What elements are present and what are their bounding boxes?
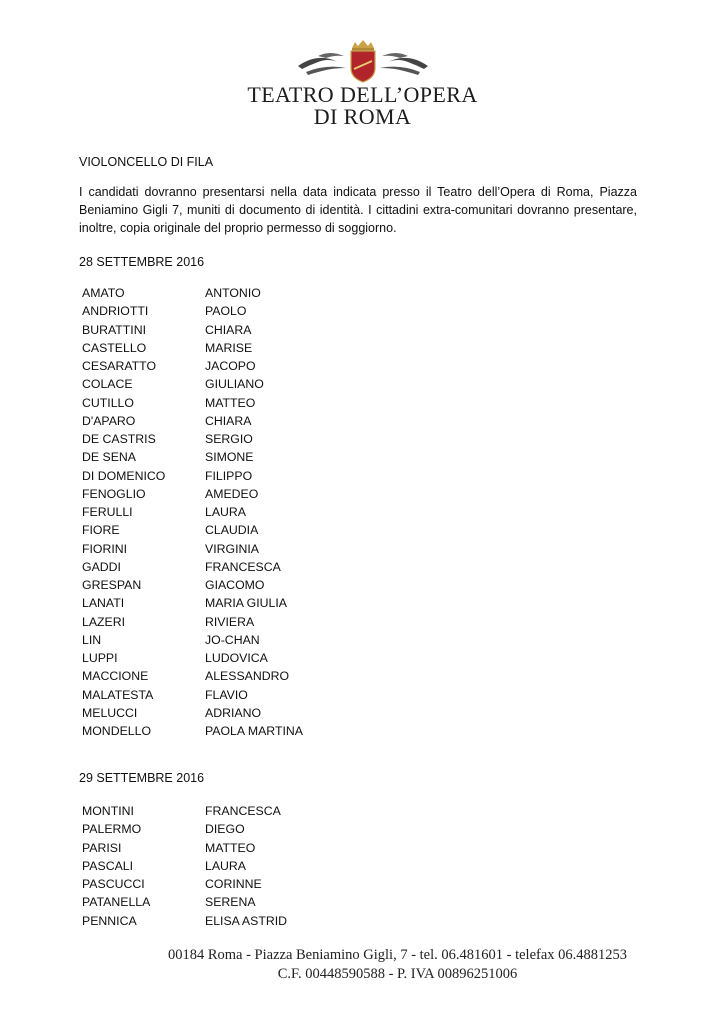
candidate-first-name: LAURA (205, 505, 247, 519)
candidate-row (82, 540, 303, 558)
candidate-first-name: CLAUDIA (205, 523, 259, 538)
candidate-first-name: DIEGO (205, 822, 245, 837)
candidate-first-name: LUDOVICA (205, 651, 268, 665)
candidate-row (82, 875, 287, 893)
candidate-row (82, 357, 303, 375)
candidate-first-name: LAURA (205, 858, 247, 873)
theatre-logo (0, 38, 725, 128)
candidate-first-name: JACOPO (205, 359, 256, 373)
footer-line-address: 00184 Roma - Piazza Beniamino Gigli, 7 - tel. 06.481601 - telefax 06.4881253 (167, 947, 628, 963)
candidate-surname: MONDELLO (82, 724, 152, 738)
candidate-first-name: FRANCESCA (205, 559, 281, 574)
candidate-surname: GADDI (82, 559, 121, 574)
candidate-surname: PARISI (82, 840, 122, 855)
candidate-first-name: JO-CHAN (205, 632, 260, 647)
candidate-row (82, 284, 303, 302)
candidate-surname: FENOGLIO (82, 486, 146, 501)
candidate-surname: CASTELLO (82, 340, 147, 355)
footer-address (0, 946, 725, 984)
candidate-surname: LIN (82, 632, 102, 647)
candidate-first-name: CHIARA (205, 413, 252, 428)
candidate-surname: AMATO (82, 286, 125, 300)
candidate-row (82, 430, 303, 448)
candidate-surname: MELUCCI (82, 705, 138, 720)
candidate-first-name: MARIA GIULIA (205, 596, 288, 611)
candidate-first-name: MATTEO (205, 395, 256, 410)
candidate-row (82, 594, 303, 612)
candidate-row (82, 339, 303, 357)
candidate-first-name: SERENA (205, 895, 256, 910)
candidate-surname: GRESPAN (82, 578, 142, 592)
candidate-list-2 (82, 802, 287, 930)
candidate-surname: MALATESTA (82, 687, 154, 702)
candidate-row (82, 302, 303, 320)
candidate-row (82, 649, 303, 667)
candidate-surname: MONTINI (82, 804, 134, 818)
candidate-surname: ANDRIOTTI (82, 304, 149, 319)
candidate-surname: FIORE (82, 523, 120, 538)
candidate-row (82, 722, 303, 740)
candidate-first-name: GIACOMO (205, 578, 265, 592)
candidate-first-name: SIMONE (205, 450, 254, 465)
candidate-surname: FIORINI (82, 541, 128, 556)
candidate-surname: FERULLI (82, 505, 133, 519)
candidate-first-name: FLAVIO (205, 687, 248, 702)
candidate-first-name: FILIPPO (205, 468, 253, 483)
candidate-first-name: PAOLA MARTINA (205, 724, 303, 738)
candidate-first-name: RIVIERA (205, 614, 255, 629)
candidate-row (82, 820, 287, 838)
candidate-first-name: ANTONIO (205, 286, 261, 300)
candidate-row (82, 839, 287, 857)
candidate-first-name: AMEDEO (205, 486, 259, 501)
candidate-row (82, 667, 303, 685)
candidate-surname: LANATI (82, 596, 125, 611)
candidate-row (82, 802, 287, 820)
candidate-first-name: ELISA ASTRID (205, 913, 288, 928)
intro-paragraph: I candidati dovranno presentarsi nella data indicata presso il Teatro dell’Opera di Roma, Piazza Beniamino Gigli 7, muniti di documento di identità. I cittadini extra-comunitari dovranno presentare, inoltre, copia originale del proprio permesso di soggiorno. (79, 185, 637, 235)
candidate-row (82, 912, 287, 930)
candidate-surname: BURATTINI (82, 322, 146, 337)
candidate-surname: CESARATTO (82, 359, 157, 373)
candidate-row (82, 521, 303, 539)
candidate-surname: D'APARO (82, 413, 136, 428)
candidate-row (82, 485, 303, 503)
candidate-row (82, 412, 303, 430)
candidate-surname: MACCIONE (82, 669, 149, 684)
candidate-row (82, 321, 303, 339)
candidate-first-name: FRANCESCA (205, 804, 281, 818)
candidate-row (82, 576, 303, 594)
candidate-row (82, 857, 287, 875)
candidate-surname: PATANELLA (82, 895, 151, 910)
candidate-row (82, 558, 303, 576)
candidate-surname: DE CASTRIS (82, 432, 156, 446)
candidate-first-name: ALESSANDRO (205, 669, 290, 684)
candidate-first-name: MARISE (205, 340, 253, 355)
candidate-first-name: CHIARA (205, 322, 252, 337)
candidate-row (82, 613, 303, 631)
candidate-surname: LUPPI (82, 651, 118, 665)
candidate-row (82, 893, 287, 911)
candidate-row (82, 631, 303, 649)
candidate-surname: PALERMO (82, 822, 142, 837)
candidate-first-name: ADRIANO (205, 705, 262, 720)
candidate-surname: DE SENA (82, 450, 136, 465)
candidate-first-name: CORINNE (205, 877, 262, 891)
candidate-surname: PENNICA (82, 913, 137, 928)
candidate-row (82, 686, 303, 704)
candidate-first-name: PAOLO (205, 304, 247, 319)
candidate-first-name: GIULIANO (205, 377, 264, 392)
footer-line-tax: C.F. 00448590588 - P. IVA 00896251006 (277, 966, 518, 982)
candidate-row (82, 448, 303, 466)
candidate-row (82, 467, 303, 485)
candidate-list-1 (82, 284, 303, 740)
candidate-surname: PASCALI (82, 858, 134, 873)
candidate-surname: PASCUCCI (82, 877, 145, 891)
date-heading-2: 29 SETTEMBRE 2016 (79, 771, 205, 785)
candidate-first-name: MATTEO (205, 840, 256, 855)
candidate-surname: LAZERI (82, 614, 126, 629)
candidate-row (82, 704, 303, 722)
candidate-surname: CUTILLO (82, 395, 134, 410)
logo-title-line1: TEATRO DELL’OPERA (247, 82, 478, 107)
candidate-row (82, 375, 303, 393)
logo-title-line2: DI ROMA (313, 104, 412, 129)
candidate-row (82, 503, 303, 521)
candidate-surname: COLACE (82, 377, 133, 392)
section-title: VIOLONCELLO DI FILA (79, 155, 214, 169)
candidate-first-name: SERGIO (205, 432, 253, 446)
candidate-first-name: VIRGINIA (205, 541, 259, 556)
candidate-surname: DI DOMENICO (82, 468, 166, 483)
candidate-row (82, 394, 303, 412)
date-heading-1: 28 SETTEMBRE 2016 (79, 255, 205, 269)
crest-emblem-icon (288, 38, 438, 84)
